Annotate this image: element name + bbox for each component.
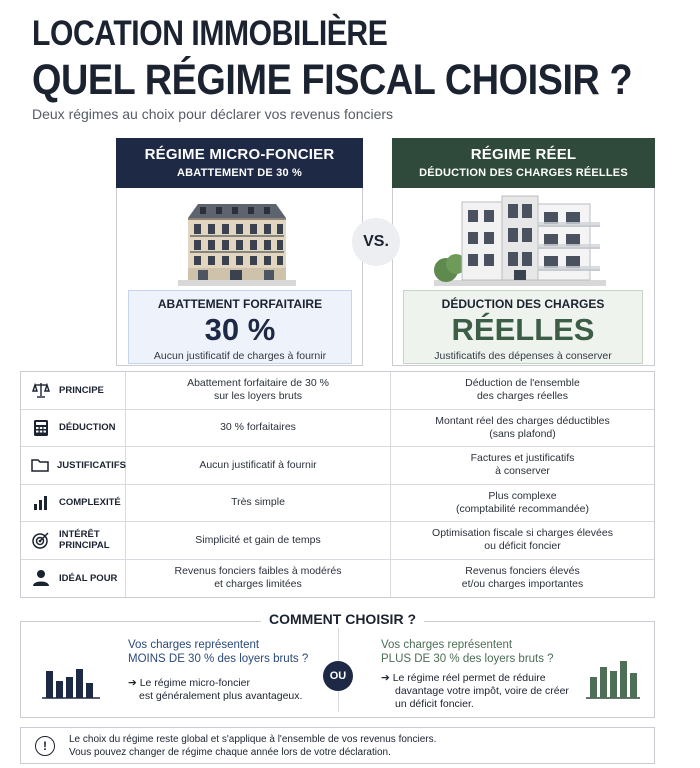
note-text — [69, 733, 436, 759]
cell-line: Simplicité et gain de temps — [195, 533, 321, 546]
cell-line: des charges réelles — [476, 390, 569, 403]
haussmann-building-image — [178, 196, 296, 286]
cell-line: (sans plafond) — [489, 427, 556, 440]
row-label: COMPLEXITÉ — [59, 497, 121, 509]
reel-key-note: Justificatifs des dépenses à conserver — [434, 350, 612, 362]
answer-line: un déficit foncier. — [395, 698, 474, 710]
left-choice-question — [128, 638, 308, 666]
reel-key-title: DÉDUCTION DES CHARGES — [441, 297, 605, 311]
micro-foncier-key-box — [128, 290, 352, 364]
row-label-line: PRINCIPAL — [59, 540, 110, 552]
note-line: Le choix du régime reste global et s'applique à l'ensemble de vos revenus fonciers. — [69, 733, 437, 745]
table-row-interet — [21, 522, 654, 560]
row-label-cell — [21, 447, 126, 484]
right-choice-answer — [381, 672, 569, 711]
reel-cell — [391, 410, 654, 447]
cell-line: ou déficit foncier — [484, 540, 561, 553]
cell-line: et charges limitées — [214, 578, 302, 591]
row-label-cell — [21, 410, 126, 447]
cell-line: et/ou charges importantes — [461, 578, 584, 591]
reel-cell — [391, 560, 654, 598]
right-choice-question — [381, 638, 554, 666]
row-label-cell — [21, 560, 126, 598]
row-label-line: INTÉRÊT — [59, 529, 100, 541]
regime-reel-title: RÉGIME RÉEL — [470, 146, 577, 163]
cell-line: Déduction de l'ensemble — [465, 377, 580, 390]
scales-icon — [31, 380, 51, 400]
table-row-principe — [21, 372, 654, 410]
user-icon — [31, 568, 51, 588]
bar-chart-icon — [31, 493, 51, 513]
table-row-ideal — [21, 560, 654, 598]
title-line-2: QUEL RÉGIME FISCAL CHOISIR ? — [32, 56, 633, 104]
micro-foncier-title: RÉGIME MICRO-FONCIER — [144, 146, 335, 163]
micro-cell — [126, 447, 391, 484]
cell-line: à conserver — [495, 465, 550, 478]
reel-key-value: RÉELLES — [451, 312, 595, 347]
micro-key-value: 30 % — [204, 312, 276, 347]
reel-cell — [391, 447, 654, 484]
row-label: DÉDUCTION — [59, 422, 116, 434]
row-label: PRINCIPE — [59, 384, 104, 396]
modern-building-image — [434, 192, 606, 286]
cell-line: Abattement forfaitaire de 30 % — [187, 377, 329, 390]
target-icon — [31, 530, 51, 550]
exclamation-icon: ! — [35, 736, 55, 756]
cell-line: Très simple — [231, 496, 285, 509]
cell-line: (comptabilité recommandée) — [455, 502, 590, 515]
cell-line: Revenus fonciers faibles à modérés — [174, 565, 342, 578]
micro-foncier-header — [116, 138, 363, 188]
reel-cell — [391, 372, 654, 409]
cell-line: Plus complexe — [488, 489, 557, 502]
how-to-choose-title: COMMENT CHOISIR ? — [261, 611, 424, 627]
cell-line: 30 % forfaitaires — [220, 421, 296, 434]
answer-line: ➔ Le régime micro-foncier — [128, 677, 251, 689]
question-line: MOINS DE 30 % des loyers bruts ? — [128, 653, 309, 665]
calculator-icon — [31, 418, 51, 438]
vs-badge: VS. — [352, 218, 400, 266]
title-line-1: LOCATION IMMOBILIÈRE — [32, 14, 388, 53]
answer-line: ➔ Le régime réel permet de réduire — [381, 672, 546, 684]
micro-cell — [126, 410, 391, 447]
row-label: IDÉAL POUR — [59, 572, 118, 584]
question-line: PLUS DE 30 % des loyers bruts ? — [381, 653, 554, 665]
row-label — [59, 529, 110, 551]
cell-line: Optimisation fiscale si charges élevées — [432, 527, 613, 540]
row-label-cell — [21, 372, 126, 409]
question-line: Vos charges représentent — [128, 639, 260, 651]
question-line: Vos charges représentent — [381, 639, 513, 651]
row-label: JUSTIFICATIFS — [57, 459, 126, 471]
info-note — [20, 727, 655, 764]
micro-cell — [126, 372, 391, 409]
left-choice-answer — [128, 677, 302, 703]
micro-foncier-subtitle: ABATTEMENT DE 30 % — [176, 167, 303, 179]
table-row-complexite — [21, 485, 654, 523]
regime-reel-subtitle: DÉDUCTION DES CHARGES RÉELLES — [419, 167, 628, 179]
row-label-cell — [21, 522, 126, 559]
micro-cell — [126, 522, 391, 559]
micro-key-title: ABATTEMENT FORFAITAIRE — [157, 297, 323, 311]
reel-cell — [391, 522, 654, 559]
micro-key-note: Aucun justificatif de charges à fournir — [153, 350, 327, 362]
cell-line: Montant réel des charges déductibles — [435, 414, 610, 427]
or-badge: OU — [323, 661, 353, 691]
table-row-justificatifs — [21, 447, 654, 485]
reel-cell — [391, 485, 654, 522]
micro-cell — [126, 485, 391, 522]
cell-line: sur les loyers bruts — [213, 390, 303, 403]
cell-line: Aucun justificatif à fournir — [199, 458, 317, 471]
answer-line: davantage votre impôt, voire de créer — [395, 685, 569, 697]
regime-reel-key-box — [403, 290, 643, 364]
answer-line: est généralement plus avantageux. — [139, 690, 303, 702]
high-bars-chart-icon — [586, 657, 640, 699]
low-bars-chart-icon — [42, 657, 100, 699]
regime-reel-header — [392, 138, 655, 188]
table-row-deduction — [21, 410, 654, 448]
row-label-cell — [21, 485, 126, 522]
folder-icon — [31, 455, 49, 475]
cell-line: Factures et justificatifs — [470, 452, 575, 465]
comparison-table — [20, 371, 655, 598]
note-line: Vous pouvez changer de régime chaque année lors de votre déclaration. — [69, 746, 391, 758]
micro-cell — [126, 560, 391, 598]
cell-line: Revenus fonciers élevés — [465, 565, 580, 578]
subtitle: Deux régimes au choix pour déclarer vos revenus fonciers — [32, 106, 394, 122]
